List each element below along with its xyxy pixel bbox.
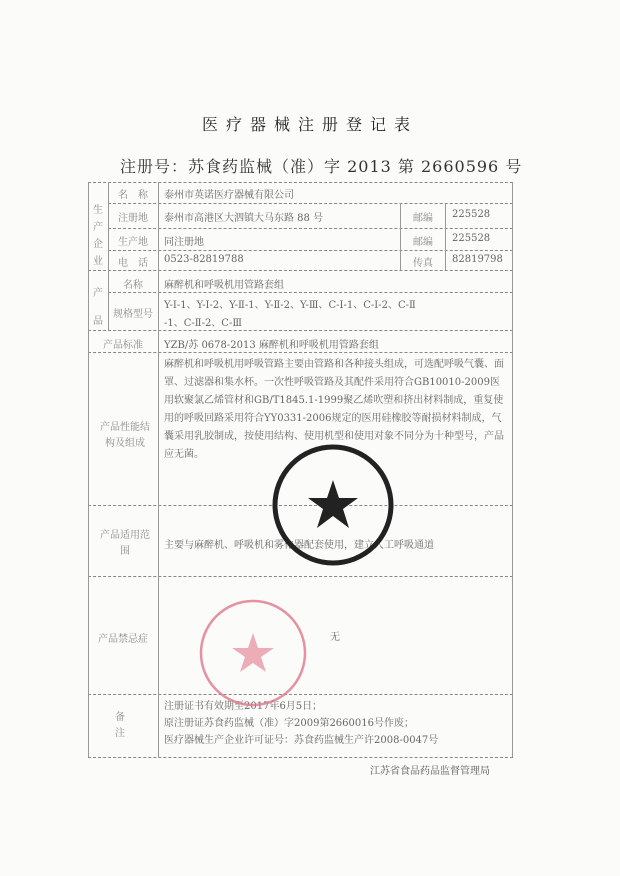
phone-label: 电 话 — [118, 258, 148, 269]
phone: 0523-82819788 — [164, 254, 244, 265]
fax: 82819798 — [452, 254, 503, 265]
contraindication-text: 无 — [330, 632, 340, 643]
remark-line: 原注册证苏食药监械（准）字2009第2660016号作废； — [164, 718, 414, 729]
scope-text: 主要与麻醉机、呼吸机和雾化器配套使用，建立人工呼吸通道 — [164, 540, 434, 551]
structure-label: 产品性能结构及组成 — [100, 422, 150, 449]
contraindication-label: 产品禁忌症 — [98, 634, 148, 645]
models-line2: -1、C-Ⅱ-2、C-Ⅲ — [164, 318, 242, 329]
scope-label: 产品适用范 围 — [100, 530, 160, 557]
postcode: 225528 — [452, 209, 491, 220]
fax-label: 传真 — [413, 258, 433, 269]
standard-label: 产品标准 — [103, 340, 143, 351]
production-label: 生产地 — [118, 237, 148, 248]
address-label: 注册地 — [118, 213, 148, 224]
product-section-label: 产品 — [93, 288, 103, 327]
product-standard: YZB/苏 0678-2013 麻醉机和呼吸机用管路套组 — [164, 340, 379, 351]
document-title: 医疗器械注册登记表 — [201, 115, 418, 134]
models-line1: Y-Ⅰ-1、Y-Ⅰ-2、Y-Ⅱ-1、Y-Ⅱ-2、Y-Ⅲ、C-Ⅰ-1、C-Ⅰ-2、C-Ⅱ — [164, 300, 416, 311]
registration-number: 注册号：苏食药监械（准）字 2013 第 2660596 号 — [120, 157, 523, 176]
issuer: 江苏省食品药品监督管理局 — [370, 766, 490, 777]
company-seal-stamp — [268, 440, 398, 570]
address: 泰州市高港区大泗镇大马东路 88 号 — [164, 213, 324, 224]
enterprise-section-label: 生产企业 — [93, 205, 103, 267]
postcode-label: 邮编 — [413, 213, 433, 224]
model-label: 规格型号 — [113, 309, 153, 320]
product-name: 麻醉机和呼吸机用管路套组 — [164, 280, 284, 291]
remark-line: 医疗器械生产企业许可证号：苏食药监械生产许2008-0047号 — [164, 735, 439, 746]
postcode2: 225528 — [452, 233, 491, 244]
product-name-label: 名称 — [123, 280, 143, 291]
name-label: 名 称 — [118, 190, 148, 201]
postcode2-label: 邮编 — [413, 237, 433, 248]
production-address: 同注册地 — [164, 237, 204, 248]
remarks-label: 备注 — [115, 712, 125, 739]
remark-line: 注册证书有效期至2017年6月5日； — [164, 701, 323, 712]
company-name: 泰州市英诺医疗器械有限公司 — [164, 190, 294, 201]
official-seal-stamp — [198, 598, 308, 708]
structure-text: 麻醉机和呼吸机用呼吸管路主要由管路和各种接头组成，可选配呼吸气囊、面罩、过滤器和集水杯。一次性呼吸管路及其配件采用符合GB10010-2009医用软聚氯乙烯管材和GB/T1845.1-1999聚乙烯吹塑和挤出材料制成，重复使用的呼吸回路采用符合YY0331-2006规定的医用硅橡胶等耐损材料制成，气囊采用乳胶制成，按使用结构、使用机型和使用对象不同分为十种型号，产品应无菌。 — [164, 359, 504, 460]
